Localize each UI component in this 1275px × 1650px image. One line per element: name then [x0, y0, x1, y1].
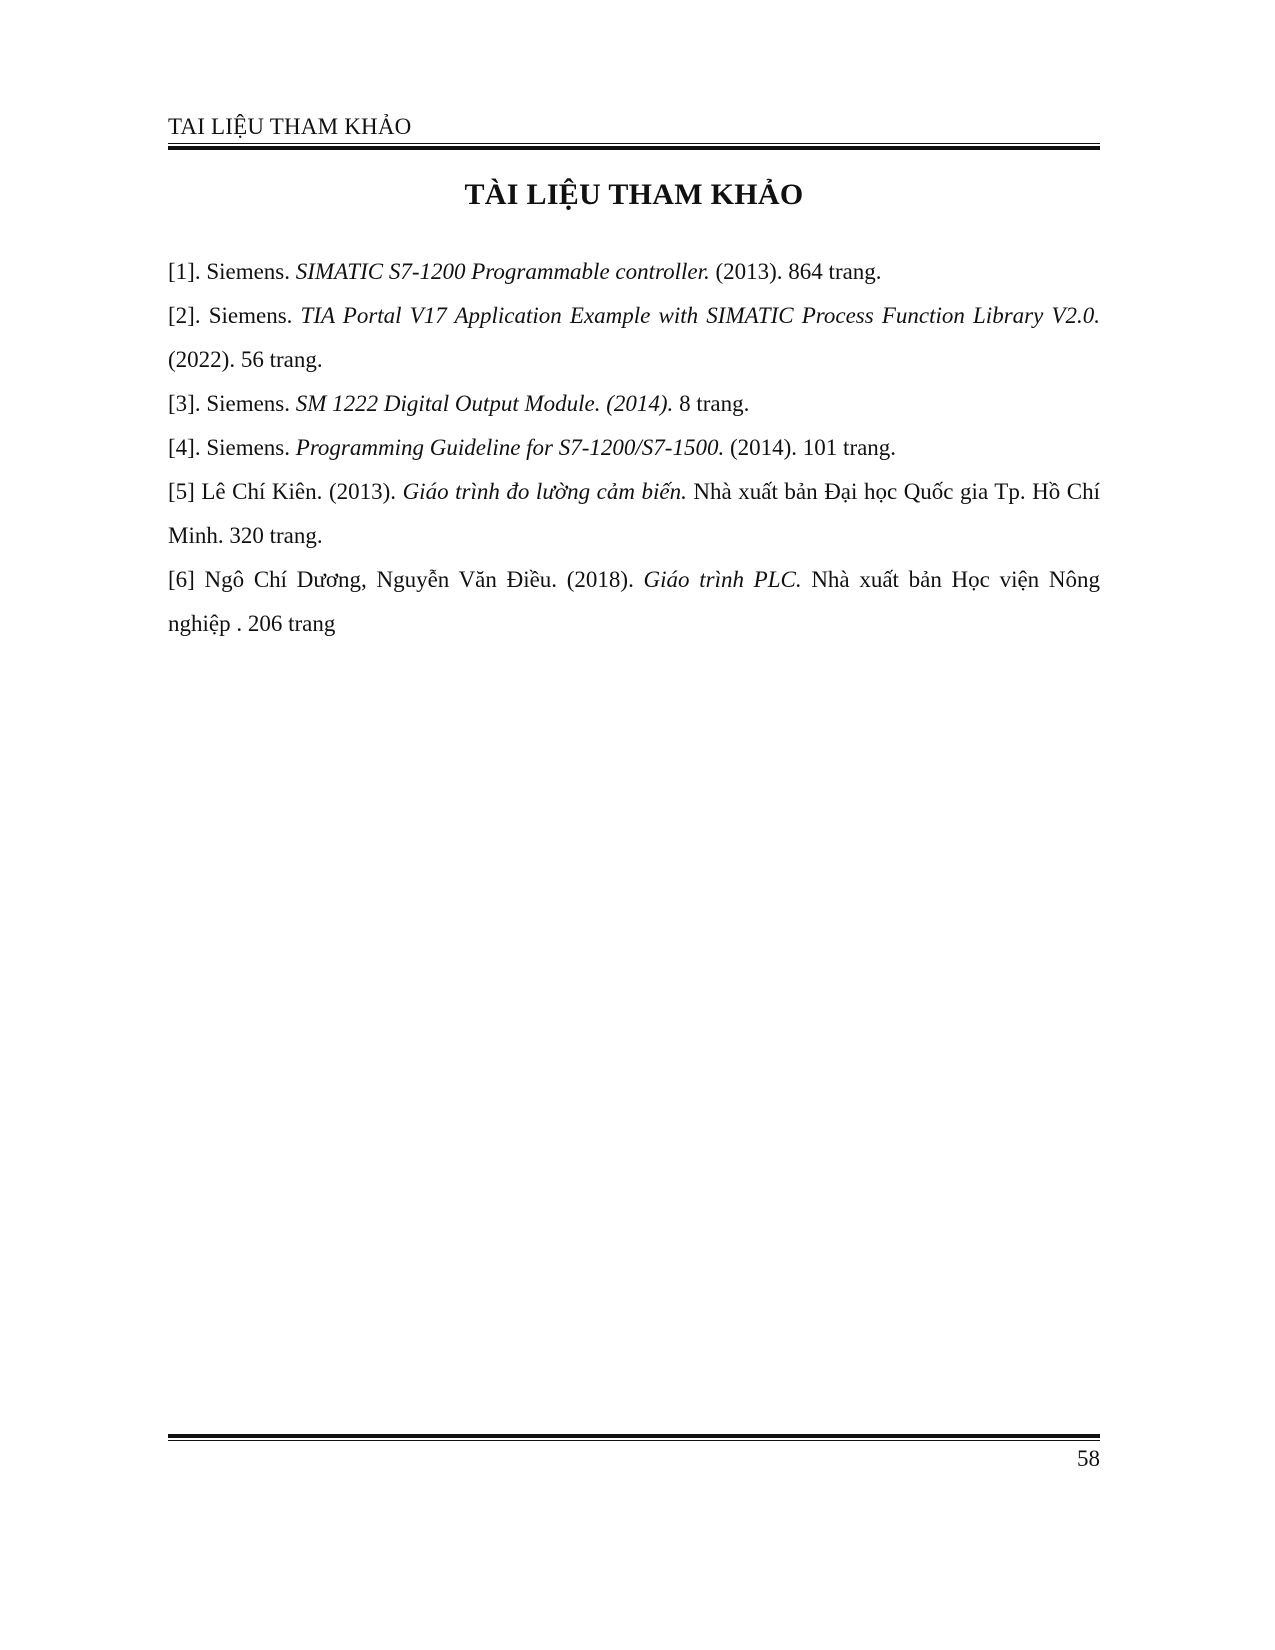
- reference-prefix: [1]. Siemens.: [168, 259, 296, 284]
- footer-divider: [168, 1434, 1100, 1443]
- reference-title: Giáo trình PLC.: [643, 567, 802, 592]
- reference-title: SIMATIC S7-1200 Programmable controller.: [295, 259, 710, 284]
- reference-item-1: [168, 250, 1100, 294]
- reference-suffix: Nhà xuất bản Đại học Quốc gia Tp. Hồ Chí Minh. 320 trang.: [168, 479, 1101, 548]
- reference-prefix: [4]. Siemens.: [168, 435, 296, 460]
- reference-title: TIA Portal V17 Application Example with SIMATIC Process Function Library V2.0.: [300, 303, 1100, 328]
- reference-suffix: Nhà xuất bản Học viện Nông nghiệp . 206 trang: [168, 567, 1100, 636]
- reference-list: [168, 250, 1100, 646]
- reference-prefix: [5] Lê Chí Kiên. (2013).: [168, 479, 403, 504]
- reference-prefix: [2]. Siemens.: [168, 303, 301, 328]
- header-divider: [168, 143, 1100, 152]
- reference-prefix: [6] Ngô Chí Dương, Nguyễn Văn Điều. (2018).: [168, 567, 644, 592]
- page-title: TÀI LIỆU THAM KHẢO: [464, 178, 804, 211]
- reference-item-3: [168, 382, 1100, 426]
- reference-suffix: (2022). 56 trang.: [168, 347, 323, 372]
- reference-title: SM 1222 Digital Output Module. (2014).: [295, 391, 674, 416]
- reference-suffix: 8 trang.: [673, 391, 750, 416]
- reference-prefix: [3]. Siemens.: [168, 391, 296, 416]
- running-header: TAI LIỆU THAM KHẢO: [168, 114, 412, 139]
- reference-suffix: (2013). 864 trang.: [709, 259, 882, 284]
- reference-suffix: (2014). 101 trang.: [724, 435, 897, 460]
- reference-title: Giáo trình đo lường cảm biến.: [402, 479, 687, 504]
- reference-title: Programming Guideline for S7-1200/S7-1500.: [295, 435, 725, 460]
- reference-item-6: [168, 558, 1100, 646]
- reference-item-5: [168, 470, 1100, 558]
- reference-item-2: [168, 294, 1100, 382]
- reference-item-4: [168, 426, 1100, 470]
- page-number: 58: [1077, 1446, 1100, 1471]
